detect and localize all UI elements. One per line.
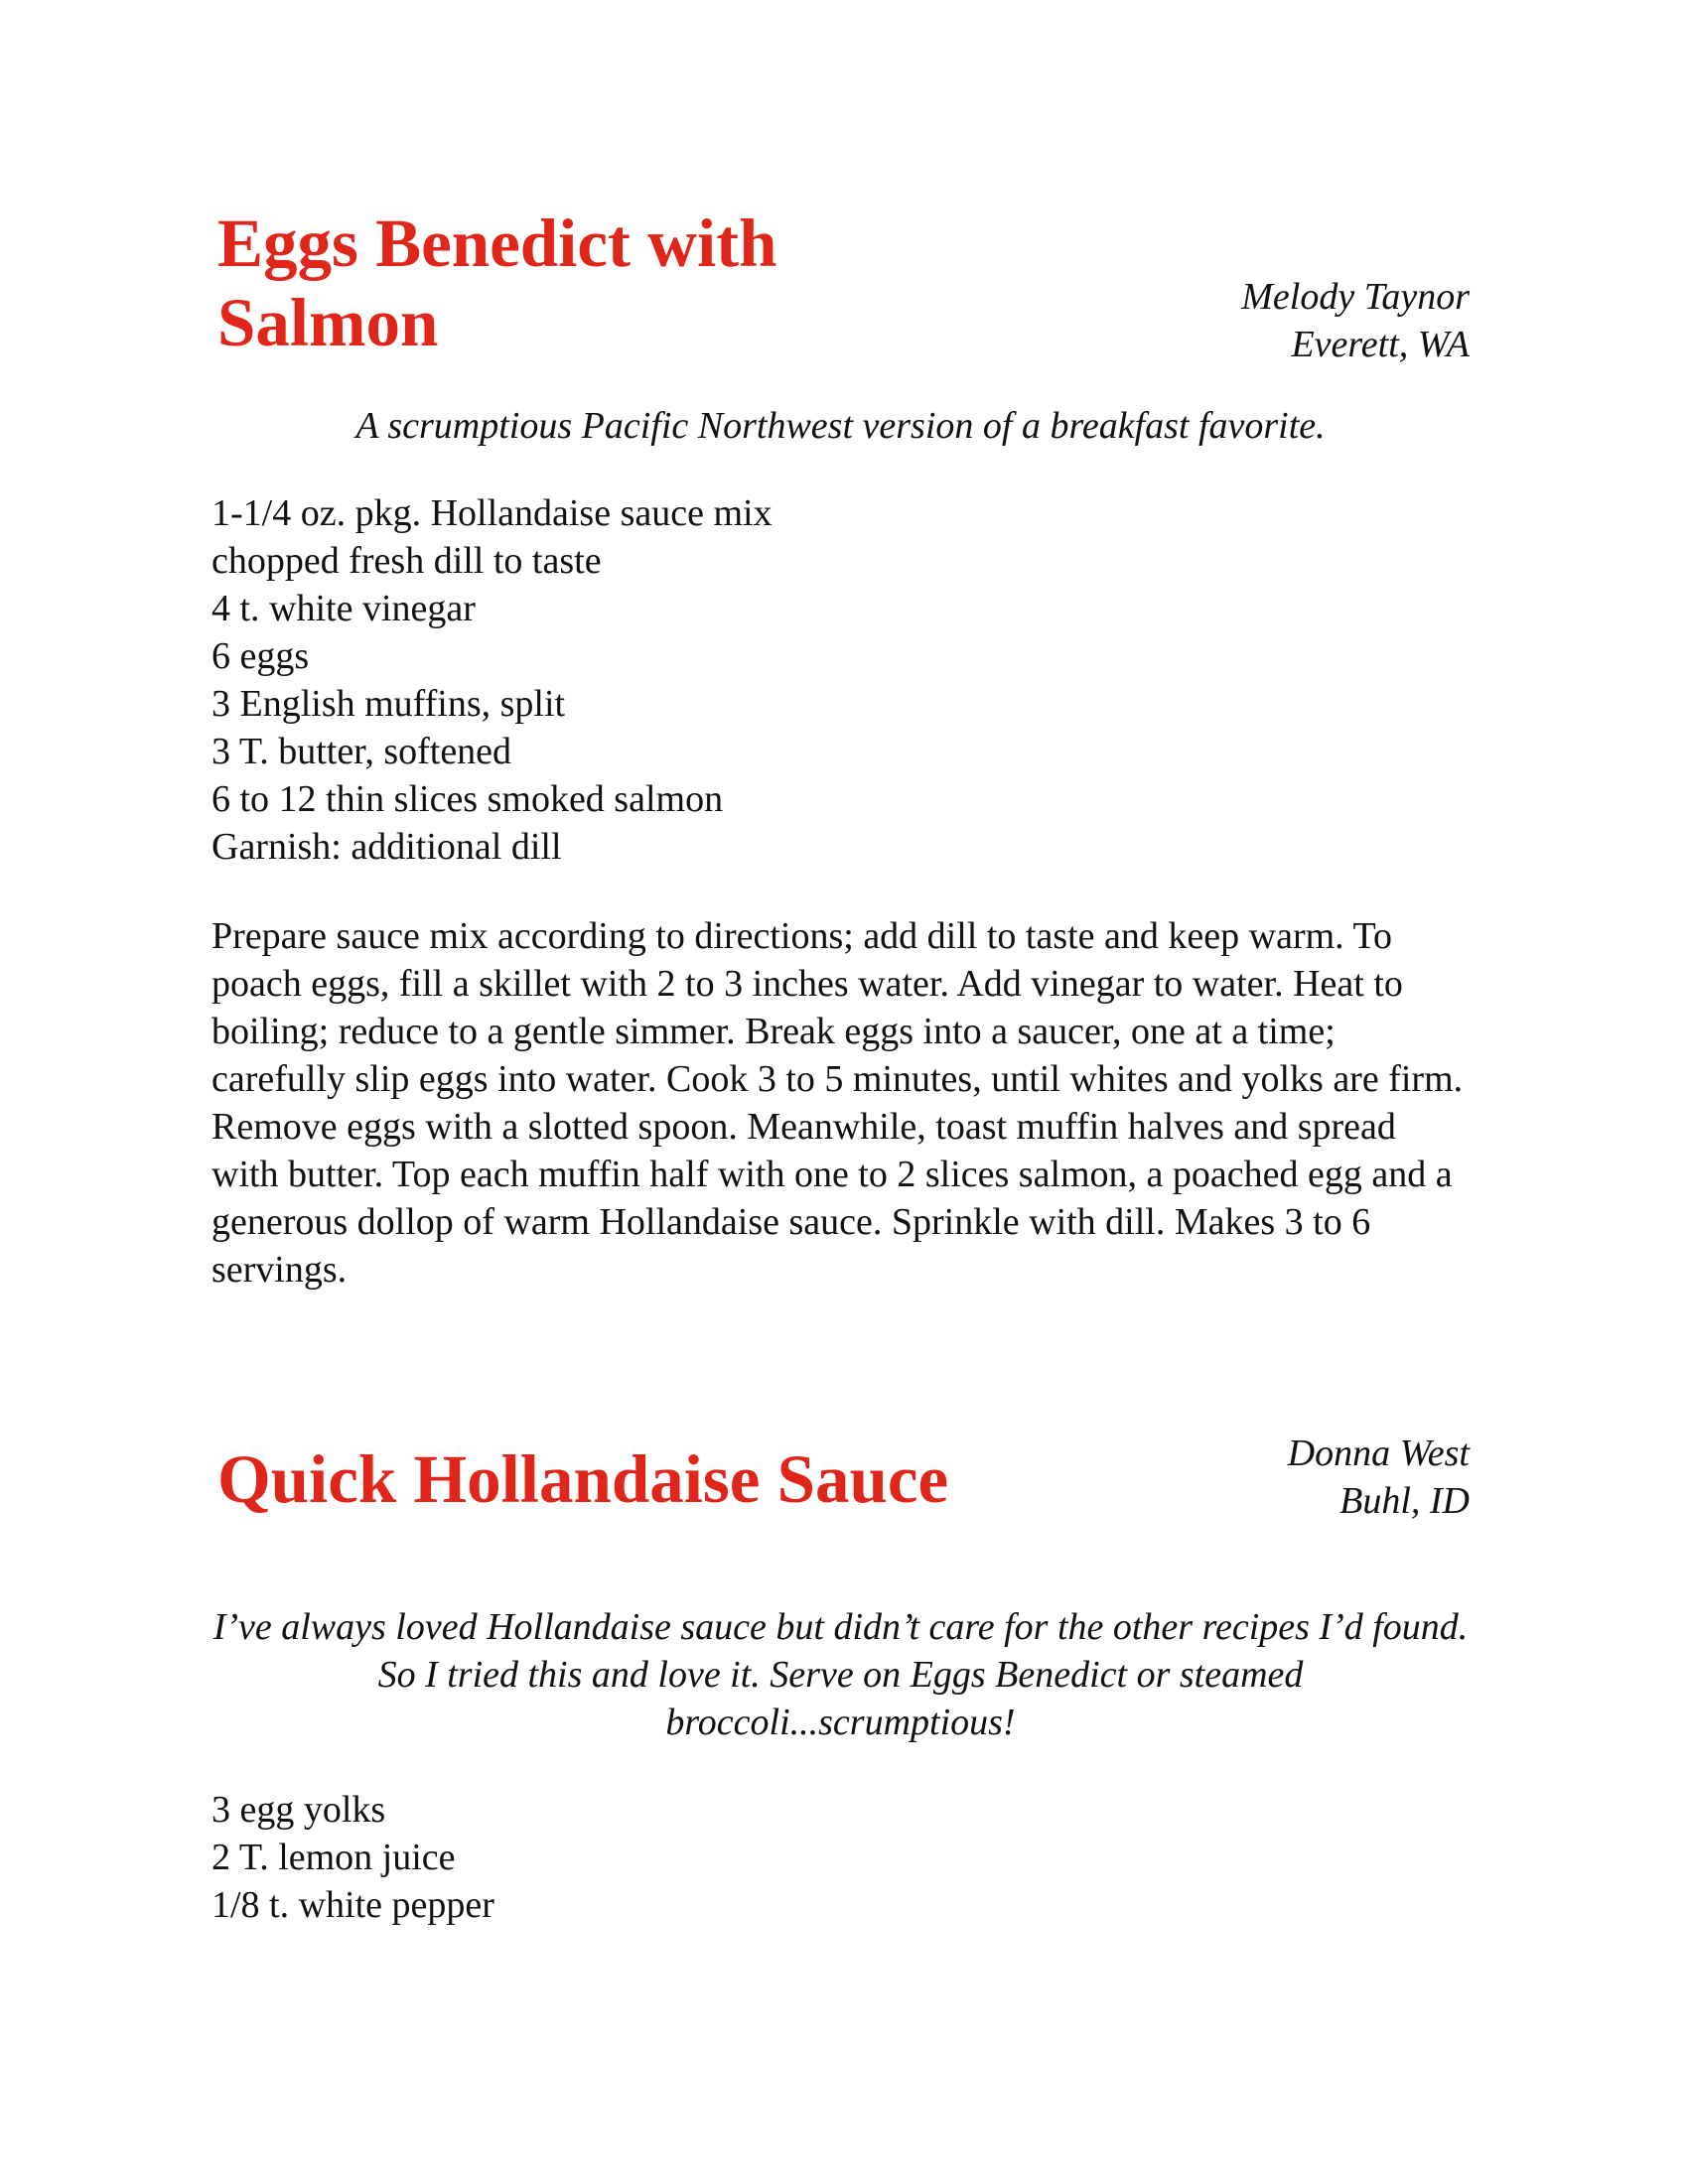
ingredient-item: 6 to 12 thin slices smoked salmon [211, 778, 724, 820]
ingredient-item: 2 T. lemon juice [211, 1837, 456, 1878]
ingredient-item: 3 English muffins, split [211, 683, 566, 725]
ingredient-item: 3 T. butter, softened [211, 731, 512, 772]
ingredient-item: Garnish: additional dill [211, 826, 562, 868]
recipe-header [211, 1430, 1470, 1603]
recipe-eggs-benedict [211, 204, 1470, 1294]
recipe-header [211, 204, 1470, 402]
recipe-intro: A scrumptious Pacific Northwest version of a breakfast favorite. [355, 405, 1326, 447]
ingredient-item: 6 eggs [211, 635, 310, 677]
author-name: Donna West [1287, 1433, 1470, 1474]
recipe-quick-hollandaise [211, 1430, 1470, 1971]
recipe-title: Eggs Benedict with Salmon [217, 205, 777, 360]
ingredient-item: 1-1/4 oz. pkg. Hollandaise sauce mix [211, 492, 773, 534]
author-location: Buhl, ID [1339, 1480, 1470, 1522]
ingredient-item: 1/8 t. white pepper [211, 1884, 494, 1926]
ingredient-item: chopped fresh dill to taste [211, 540, 602, 582]
recipe-intro: I’ve always loved Hollandaise sauce but didn’t care for the other recipes I’d found. So I tried this and love it. Serve on Eggs Benedict or steamed broccoli...scrumptious! [212, 1606, 1469, 1743]
author-location: Everett, WA [1291, 324, 1470, 365]
ingredient-item: 4 t. white vinegar [211, 588, 476, 629]
recipe-title: Quick Hollandaise Sauce [217, 1441, 949, 1517]
author-name: Melody Taynor [1241, 276, 1470, 318]
recipe-directions: Prepare sauce mix according to directions; add dill to taste and keep warm. To poach eggs, fill a skillet with 2 to 3 inches water. Add vinegar to water. Heat to boiling; reduce to a gentle simmer. Break eggs into a saucer, one at a time; carefully slip eggs into water. Cook 3 to 5 minutes, until whites and yolks are firm. Remove eggs with a slotted spoon. Meanwhile, toast muffin halves and spread with butter. Top each muffin half with one to 2 slices salmon, a poached egg and a generous dollop of warm Hollandaise sauce. Sprinkle with dill. Makes 3 to 6 servings. [211, 915, 1464, 1291]
ingredient-item: 3 egg yolks [211, 1789, 386, 1831]
recipe-author [1241, 273, 1470, 368]
recipe-author [1288, 1430, 1470, 1525]
ingredient-list [211, 489, 1470, 871]
ingredient-list [211, 1786, 1470, 1929]
